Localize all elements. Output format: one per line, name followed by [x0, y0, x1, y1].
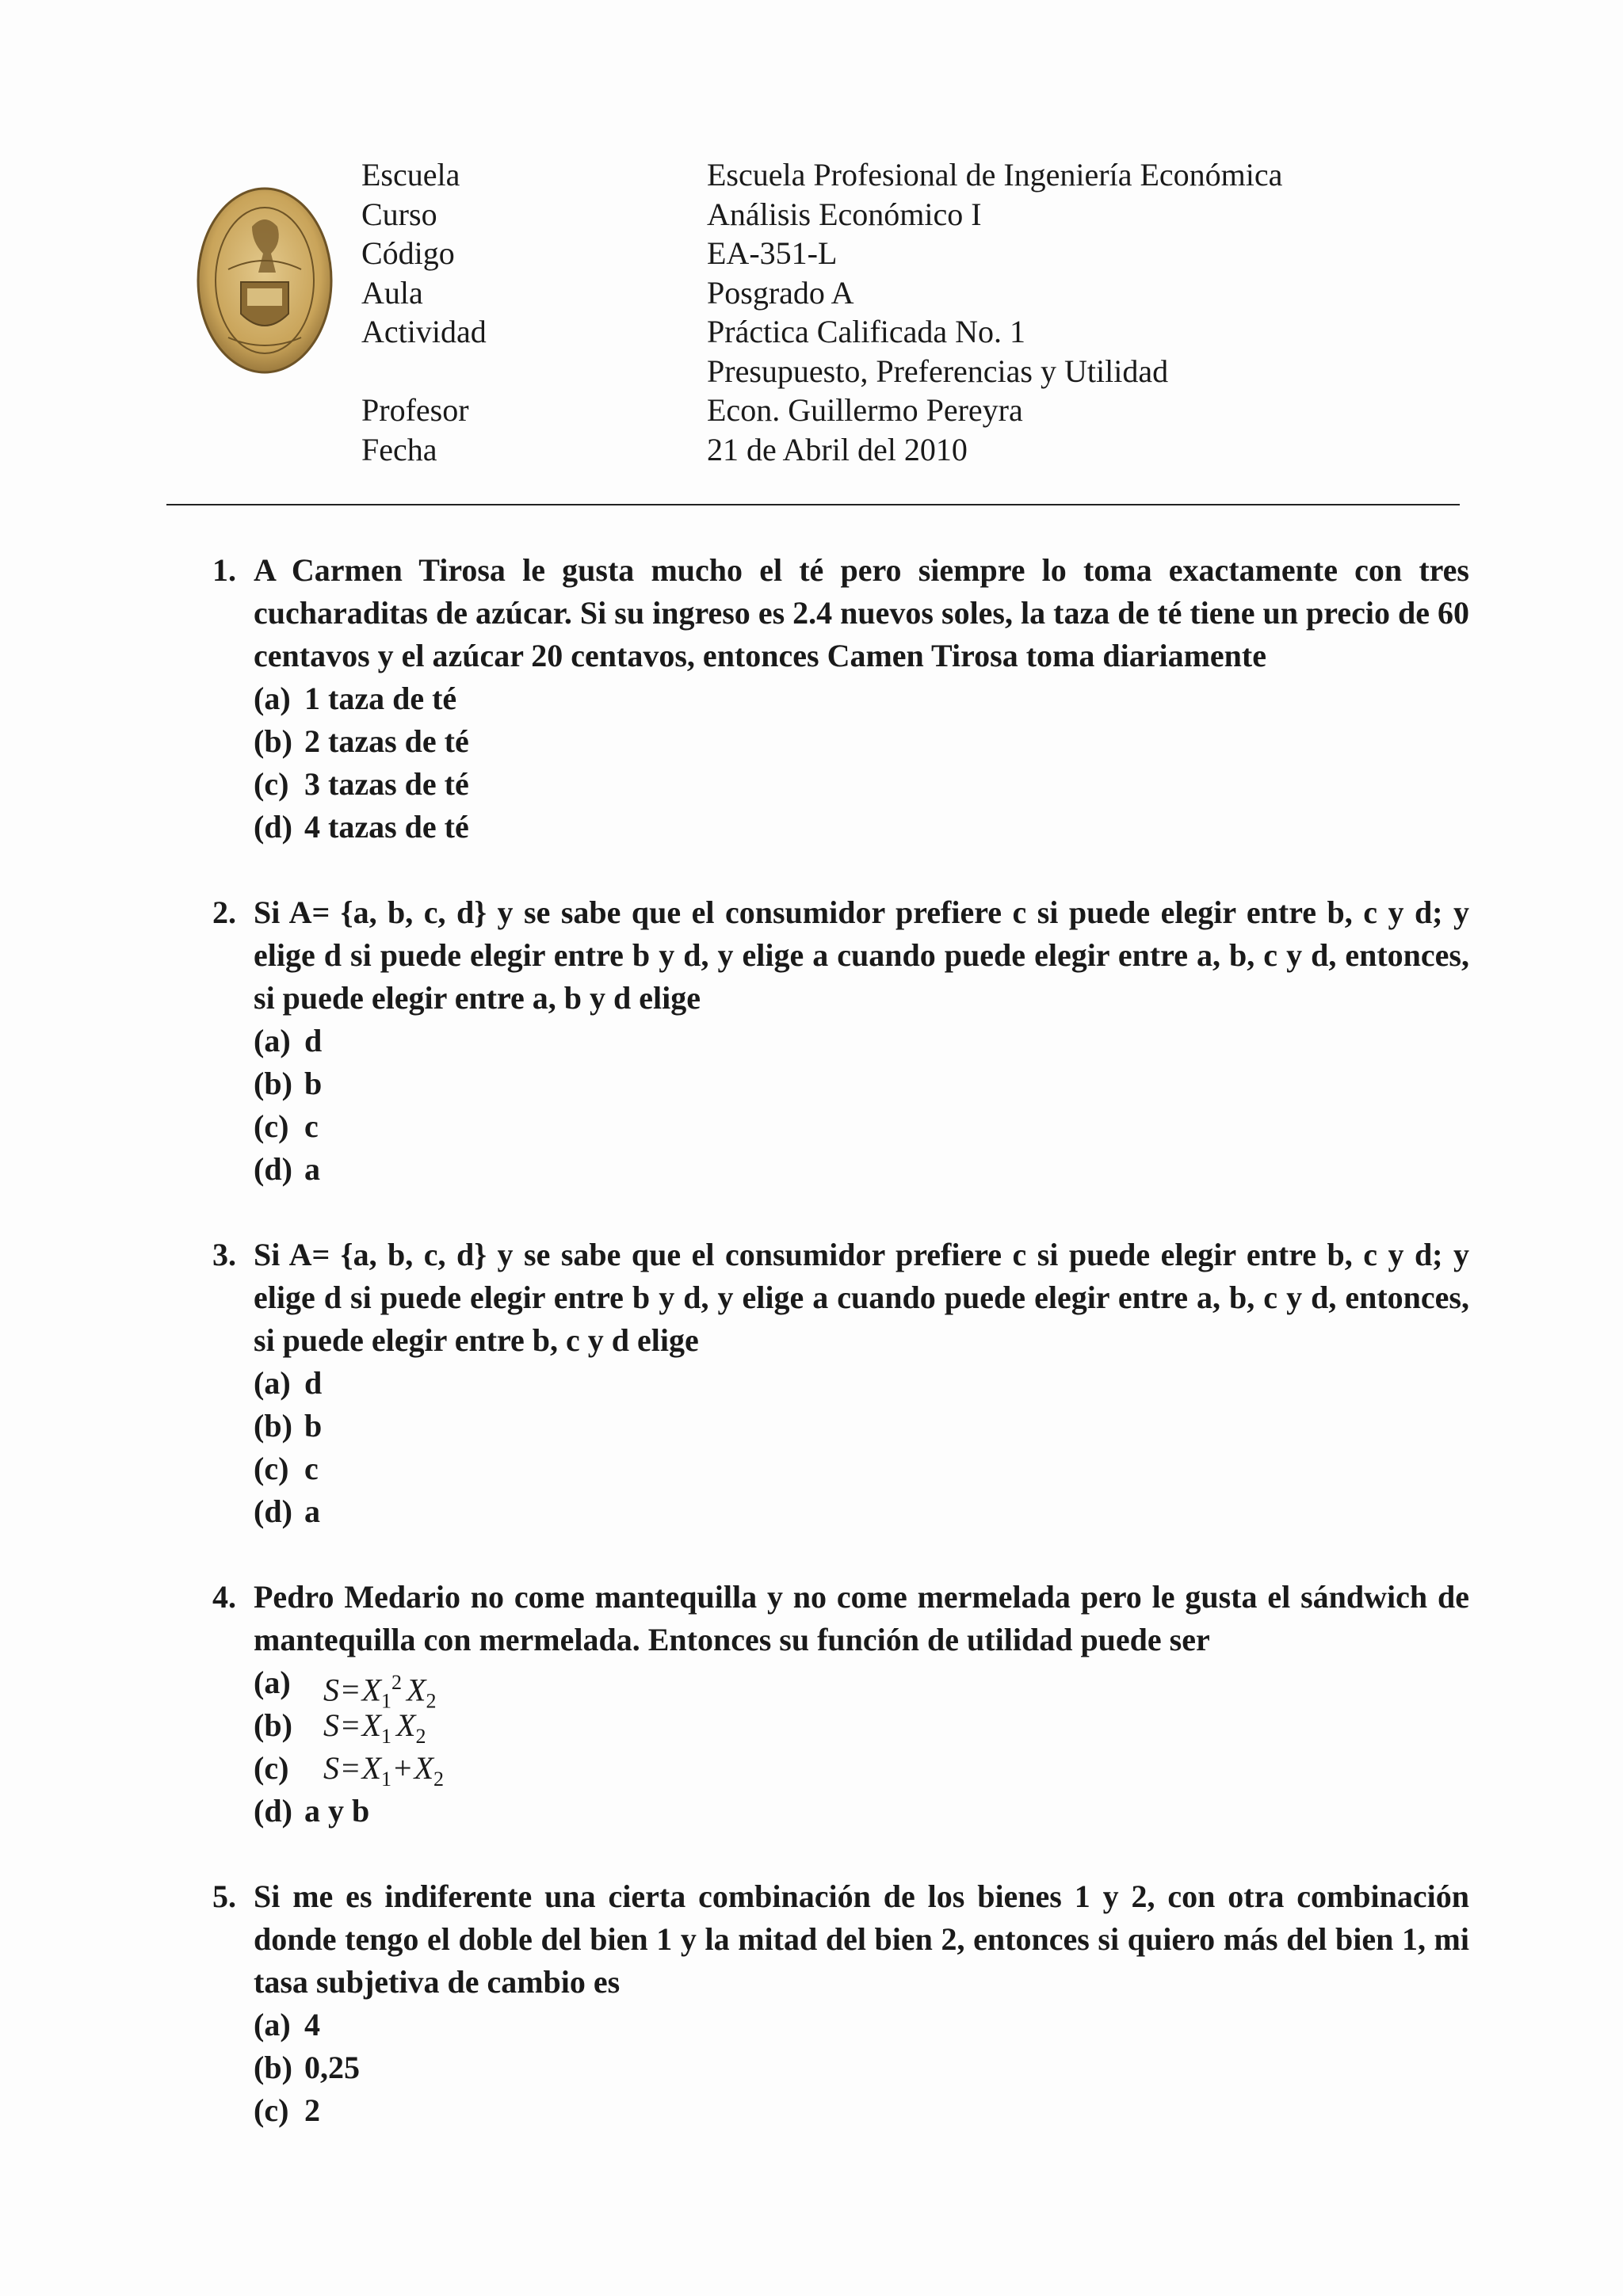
header-value: EA-351-L: [707, 235, 838, 271]
option-text: b: [304, 1408, 323, 1444]
header-label: Código: [361, 235, 455, 271]
option-text: b: [304, 1066, 323, 1101]
utility-formula: $S=X_1$ $X_2$: [323, 1707, 426, 1748]
header-value: Posgrado A: [707, 274, 854, 311]
header-label: [361, 352, 707, 391]
question-number: 5.: [212, 1878, 236, 1914]
option-label: (c): [254, 1108, 289, 1144]
option-label: (a): [254, 1365, 291, 1401]
question: [212, 1875, 1469, 2132]
question-stem: A Carmen Tirosa le gusta mucho el té pero siempre lo toma exactamente con tres cucharaditas de azúcar. Si su ingreso es 2.4 nuevos soles, la taza de té tiene un precio de 60 centavos y el azúcar 20 centavos, entonces Camen Tirosa toma diariamente: [254, 552, 1469, 673]
header-divider: [166, 504, 1460, 505]
question: [212, 1234, 1469, 1533]
question-number: 3.: [212, 1237, 236, 1272]
option-label: (d): [254, 1793, 292, 1829]
question-number: 4.: [212, 1579, 236, 1615]
answer-option: [254, 1062, 1469, 1105]
option-text: a y b: [304, 1793, 370, 1829]
option-label: (d): [254, 1151, 292, 1187]
option-label: (a): [254, 2007, 291, 2042]
option-label: (c): [254, 2092, 289, 2128]
answer-option: [254, 1747, 1469, 1790]
option-text: a: [304, 1493, 320, 1529]
utility-formula: $S=X_1^2$ $X_2$: [323, 1671, 437, 1713]
answer-option: [254, 720, 1469, 763]
header-label: Fecha: [361, 431, 437, 467]
header-value: Práctica Calificada No. 1: [707, 314, 1026, 349]
question-stem: Si A= {a, b, c, d} y se sabe que el consumidor prefiere c si puede elegir entre b, c y d; y elige d si puede elegir entre b y d, y elige a cuando puede elegir entre a, b, c y d, entonces, si puede elegir entre a, b y d elige: [254, 894, 1469, 1016]
option-label: (d): [254, 1493, 292, 1529]
option-text: d: [304, 1023, 323, 1058]
answer-option: [254, 1790, 1469, 1833]
question-number: 2.: [212, 894, 236, 930]
answer-option: [254, 677, 1469, 720]
header-info: [361, 155, 1499, 469]
option-label: (d): [254, 809, 292, 845]
option-label: (b): [254, 1707, 292, 1743]
option-text: c: [304, 1108, 319, 1144]
header-value: Análisis Económico I: [707, 196, 982, 232]
answer-option: [254, 763, 1469, 806]
header-label: Aula: [361, 274, 423, 311]
option-text: 1 taza de té: [304, 681, 457, 716]
question-list: [212, 549, 1469, 2175]
option-label: (b): [254, 1066, 292, 1101]
header-value: Presupuesto, Preferencias y Utilidad: [707, 353, 1169, 389]
answer-option: [254, 1105, 1469, 1148]
answer-option: [254, 2004, 1469, 2046]
header-value: Econ. Guillermo Pereyra: [707, 392, 1023, 428]
option-label: (a): [254, 681, 291, 716]
option-text: d: [304, 1365, 323, 1401]
header-label: Escuela: [361, 157, 460, 193]
option-label: (c): [254, 766, 289, 802]
answer-option: [254, 1405, 1469, 1447]
answer-option: [254, 1447, 1469, 1490]
header-label: Actividad: [361, 314, 487, 349]
option-label: (a): [254, 1023, 291, 1058]
option-label: (c): [254, 1451, 289, 1486]
utility-formula: $S=X_1+X_2$: [323, 1750, 444, 1791]
option-text: c: [304, 1451, 319, 1486]
option-text: 0,25: [304, 2050, 360, 2085]
answer-option: [254, 1661, 1469, 1713]
option-label: (a): [254, 1665, 291, 1700]
answer-option: [254, 1362, 1469, 1405]
question-stem: Si me es indiferente una cierta combinación de los bienes 1 y 2, con otra combinación donde tengo el doble del bien 1 y la mitad del bien 2, entonces si quiero más del bien 1, mi tasa subjetiva de cambio es: [254, 1878, 1469, 2000]
answer-option: [254, 1490, 1469, 1533]
question-number: 1.: [212, 552, 236, 588]
question: [212, 1576, 1469, 1833]
option-label: (b): [254, 1408, 292, 1444]
header-label: Curso: [361, 196, 437, 232]
option-text: 4: [304, 2007, 320, 2042]
question: [212, 891, 1469, 1191]
option-text: 2 tazas de té: [304, 723, 469, 759]
option-label: (b): [254, 2050, 292, 2085]
header-value: 21 de Abril del 2010: [707, 431, 968, 467]
question-stem: Si A= {a, b, c, d} y se sabe que el consumidor prefiere c si puede elegir entre b, c y d; y elige d si puede elegir entre b y d, y elige a cuando puede elegir entre a, b, c y d, entonces, si puede elegir entre b, c y d elige: [254, 1237, 1469, 1358]
option-label: (b): [254, 723, 292, 759]
question: [212, 549, 1469, 849]
answer-option: [254, 1020, 1469, 1062]
header-label: Profesor: [361, 392, 469, 428]
answer-option: [254, 806, 1469, 849]
answer-option: [254, 1148, 1469, 1191]
university-seal-icon: [197, 187, 333, 374]
option-text: 3 tazas de té: [304, 766, 469, 802]
header-value: Escuela Profesional de Ingeniería Económica: [707, 157, 1283, 193]
answer-option: [254, 2089, 1469, 2132]
question-stem: Pedro Medario no come mantequilla y no come mermelada pero le gusta el sándwich de mantequilla con mermelada. Entonces su función de utilidad puede ser: [254, 1579, 1469, 1657]
answer-option: [254, 2046, 1469, 2089]
option-text: 4 tazas de té: [304, 809, 469, 845]
option-label: (c): [254, 1750, 289, 1786]
option-text: a: [304, 1151, 320, 1187]
option-text: 2: [304, 2092, 320, 2128]
